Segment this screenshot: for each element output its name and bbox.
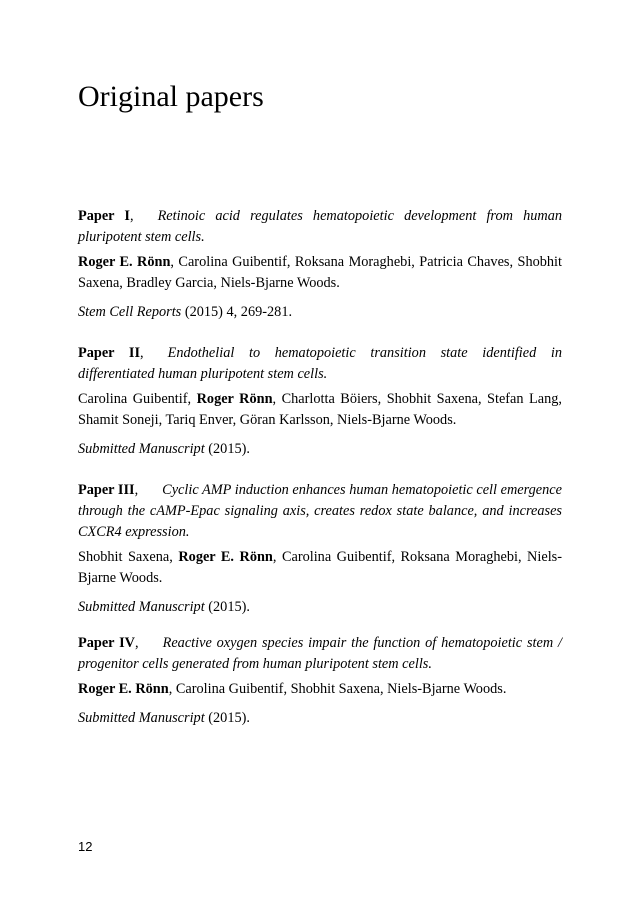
- paper-entry-4: [78, 633, 562, 729]
- paper-label: Paper III: [78, 482, 135, 498]
- page-number: 12: [78, 839, 93, 854]
- paper-entry-2: [78, 343, 562, 460]
- highlight-author: Roger Rönn: [196, 391, 273, 407]
- paper-authors: [78, 252, 562, 294]
- paper-label: Paper IV: [78, 635, 136, 651]
- journal-name: Submitted Manuscript: [78, 441, 205, 457]
- authors-after: , Carolina Guibentif, Roksana Moraghebi, Patricia Chaves, Shobhit Saxena, Bradley Garcia, Niels-Bjarne Woods.: [78, 254, 562, 291]
- paper-journal: [78, 302, 562, 323]
- highlight-author: Roger E. Rönn: [178, 549, 273, 565]
- journal-citation: (2015).: [204, 599, 250, 615]
- journal-citation: (2015) 4, 269-281.: [181, 304, 293, 320]
- paper-title: Cyclic AMP induction enhances human hematopoietic cell emergence through the cAMP-Epac signaling axis, creates redox state balance, and increases CXCR4 expression.: [78, 482, 562, 540]
- paper-entry-3: [78, 480, 562, 618]
- authors-after: , Carolina Guibentif, Shobhit Saxena, Niels-Bjarne Woods.: [168, 681, 507, 697]
- paper-label: Paper II: [78, 345, 141, 361]
- paper-label: Paper I: [78, 208, 130, 224]
- paper-journal: [78, 439, 562, 460]
- highlight-author: Roger E. Rönn: [78, 681, 169, 697]
- authors-after: , Carolina Guibentif, Roksana Moraghebi, Niels-Bjarne Woods.: [78, 549, 562, 586]
- paper-title-line: Paper II, Endothelial to hematopoietic transition state identified in differentiated human pluripotent stem cells.: [78, 345, 563, 382]
- journal-citation: (2015).: [204, 441, 250, 457]
- paper-authors: [78, 679, 562, 700]
- page-title: Original papers: [78, 80, 264, 113]
- authors-after: , Charlotta Böiers, Shobhit Saxena, Stefan Lang, Shamit Soneji, Tariq Enver, Göran Karlsson, Niels-Bjarne Woods.: [78, 391, 562, 428]
- paper-title: Endothelial to hematopoietic transition state identified in differentiated human pluripotent stem cells.: [78, 345, 563, 382]
- paper-title-line: Paper IV, Reactive oxygen species impair the function of hematopoietic stem / progenitor cells generated from human pluripotent stem cells.: [78, 635, 562, 672]
- journal-name: Submitted Manuscript: [78, 710, 205, 726]
- paper-title: Reactive oxygen species impair the function of hematopoietic stem / progenitor cells generated from human pluripotent stem cells.: [78, 635, 562, 672]
- paper-authors: [78, 547, 562, 589]
- journal-name: Submitted Manuscript: [78, 599, 205, 615]
- authors-before: Shobhit Saxena,: [78, 549, 179, 565]
- highlight-author: Roger E. Rönn: [78, 254, 171, 270]
- journal-citation: (2015).: [204, 710, 250, 726]
- paper-journal: [78, 597, 562, 618]
- paper-journal: [78, 708, 562, 729]
- paper-title: Retinoic acid regulates hematopoietic development from human pluripotent stem cells.: [78, 208, 563, 245]
- paper-title-line: Paper I, Retinoic acid regulates hematopoietic development from human pluripotent stem cells.: [78, 208, 563, 245]
- paper-title-line: Paper III, Cyclic AMP induction enhances human hematopoietic cell emergence through the cAMP-Epac signaling axis, creates redox state balance, and increases CXCR4 expression.: [78, 482, 562, 540]
- authors-before: Carolina Guibentif,: [78, 391, 197, 407]
- paper-authors: [78, 389, 562, 431]
- paper-entry-1: [78, 206, 562, 323]
- journal-name: Stem Cell Reports: [78, 304, 182, 320]
